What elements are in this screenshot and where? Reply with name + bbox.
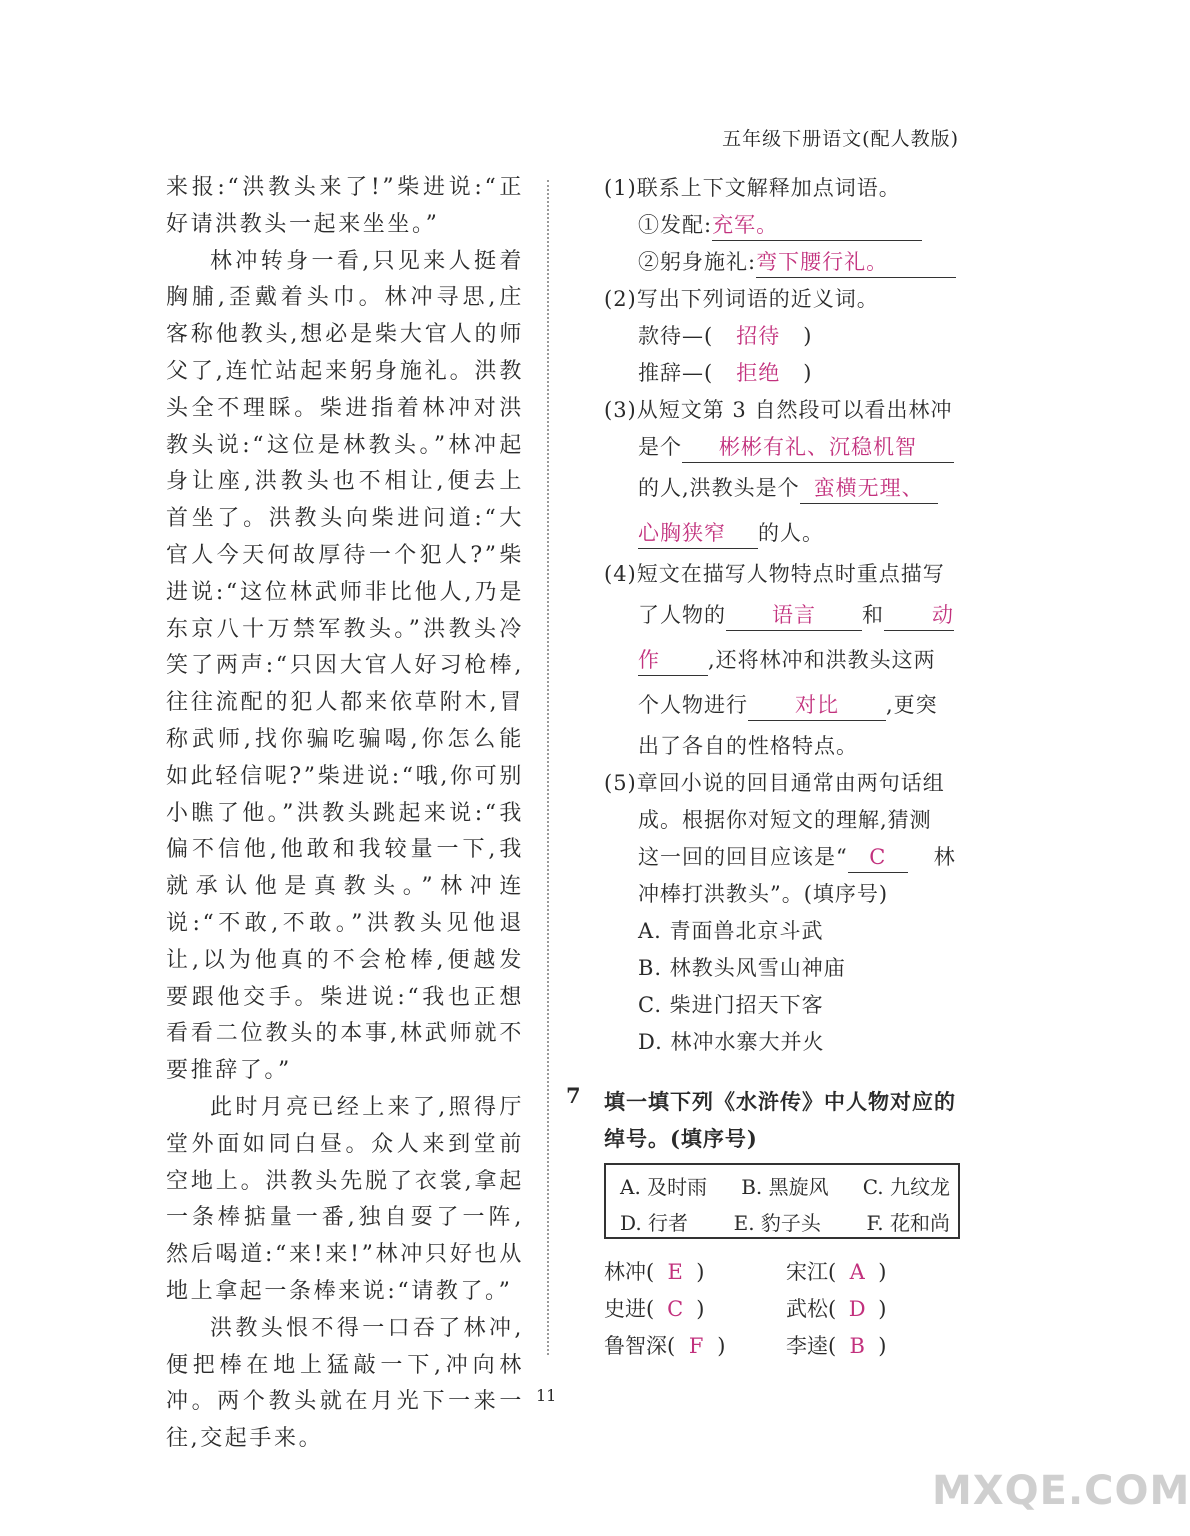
pair-answer: B	[849, 1334, 865, 1358]
pair-answer: E	[667, 1260, 683, 1284]
q7-line1: 填一填下列《水浒传》中人物对应的	[604, 1089, 956, 1114]
q5-option-c: C. 柴进门招天下客	[638, 993, 824, 1017]
q7-box-b: B. 黑旋风	[741, 1175, 829, 1199]
pair-close: )	[878, 1297, 887, 1321]
q4-answer2b: 作	[638, 645, 708, 676]
pair-close: )	[878, 1334, 887, 1358]
q2-a	[604, 318, 964, 355]
q1-b-answer: 弯下腰行礼。	[756, 247, 956, 278]
q7-pair	[786, 1256, 886, 1286]
q5-line2: 成。根据你对短文的理解,猜测	[638, 808, 932, 832]
q2-b-answer: 拒绝	[736, 361, 781, 385]
pair-close: )	[696, 1297, 705, 1321]
page-number: 11	[536, 1386, 557, 1405]
q5-option-a: A. 青面兽北京斗武	[638, 919, 824, 943]
q5-option-d: D. 林冲水寨大并火	[638, 1030, 825, 1054]
q3-line3	[604, 466, 964, 511]
pair-name: 李逵(	[786, 1334, 837, 1358]
q3-line4	[604, 511, 964, 556]
pair-name: 鲁智深(	[604, 1334, 676, 1358]
passage	[166, 170, 524, 1458]
pair-close: )	[878, 1260, 887, 1284]
q7-pair	[604, 1330, 725, 1360]
q5-line3	[604, 839, 964, 876]
q7-prompt	[604, 1083, 964, 1157]
q4-line4-pre: 个人物进行	[638, 693, 748, 717]
pair-answer: C	[667, 1297, 684, 1321]
q7-pair	[604, 1293, 704, 1323]
q3-answer2b: 心胸狭窄	[638, 518, 758, 549]
passage-paragraph-2: 林冲转身一看,只见来人挺着胸脯,歪戴着头巾。林冲寻思,庄客称他教头,想必是柴大官人的师父了,连忙站起来躬身施礼。洪教头全不理睬。柴进指着林冲对洪教头说:“这位是林教头。”林冲起身让座,洪教头也不相让,便去上首坐了。洪教头向柴进问道:“大官人今天何故厚待一个犯人?”柴进说:“这位林武师非比他人,乃是东京八十万禁军教头。”洪教头冷笑了两声:“只因大官人好习枪棒,往往流配的犯人都来依草附木,冒称武师,找你骗吃骗喝,你怎么能如此轻信呢?”柴进说:“哦,你可别小瞧了他。”洪教头跳起来说:“我偏不信他,他敢和我较量一下,我就承认他是真教头。”林冲连说:“不敢,不敢。”洪教头见他退让,以为他真的不会枪棒,便越发要跟他交手。柴进说:“我也正想看看二位教头的本事,林武师就不要推辞了。”	[166, 248, 524, 1084]
q5-line3-pre: 这一回的回目应该是“	[638, 845, 848, 869]
q4-answer2a: 动	[884, 600, 954, 631]
q5-line3-post: 林	[933, 845, 956, 869]
watermark: MXQE.COM	[932, 1468, 1190, 1514]
q7-box-f: F. 花和尚	[866, 1211, 950, 1235]
q2-a-close: )	[803, 324, 813, 348]
q3-line4-post: 的人。	[758, 521, 824, 545]
q7-pair	[786, 1330, 886, 1360]
q1-b-label: ②躬身施礼:	[638, 250, 757, 274]
q7-options-box	[604, 1163, 960, 1239]
pair-close: )	[696, 1260, 705, 1284]
q7-pair	[604, 1256, 704, 1286]
q1-b	[604, 244, 964, 281]
passage-paragraph-1: 来报:“洪教头来了!”柴进说:“正好请洪教头一起来坐坐。”	[166, 175, 524, 237]
q2-a-label: 款待—(	[638, 324, 714, 348]
q5-line1: (5)章回小说的回目通常由两句话组	[604, 771, 945, 795]
q7-number: 7	[566, 1083, 581, 1108]
q4-line5: 出了各自的性格特点。	[638, 734, 858, 758]
q4-answer3: 对比	[748, 690, 886, 721]
q4-and: 和	[862, 603, 884, 627]
q1-prompt: (1)联系上下文解释加点词语。	[604, 176, 901, 200]
q7-box-row-1	[620, 1171, 950, 1200]
q4-line2	[604, 593, 964, 638]
q4-line1: (4)短文在描写人物特点时重点描写	[604, 562, 945, 586]
q4-line3	[604, 638, 964, 683]
q3-line3-pre: 的人,洪教头是个	[638, 476, 800, 500]
q2-b-label: 推辞—(	[638, 361, 714, 385]
q2-a-answer: 招待	[736, 324, 781, 348]
pair-answer: A	[849, 1260, 865, 1284]
q7-pair	[786, 1293, 886, 1323]
pair-name: 史进(	[604, 1297, 655, 1321]
pair-name: 武松(	[786, 1297, 837, 1321]
q3-line1: (3)从短文第 3 自然段可以看出林冲	[604, 398, 953, 422]
q7-box-c: C. 九纹龙	[862, 1175, 950, 1199]
q4-line4	[604, 683, 964, 728]
q4-line4-post: ,更突	[886, 693, 938, 717]
passage-paragraph-3: 此时月亮已经上来了,照得厅堂外面如同白昼。众人来到堂前空地上。洪教头先脱了衣裳,拿起一条棒掂量一番,独自耍了一阵,然后喝道:“来!来!”林冲只好也从地上拿起一条棒来说:“请教了。”	[166, 1094, 524, 1304]
q3-answer2a: 蛮横无理、	[800, 473, 938, 504]
pair-close: )	[717, 1334, 726, 1358]
q4-line3-post: ,还将林冲和洪教头这两	[708, 648, 936, 672]
q7-box-row-2	[620, 1207, 950, 1236]
q1-a	[604, 207, 964, 244]
pair-answer: F	[688, 1334, 704, 1358]
q3-line2-pre: 是个	[638, 435, 682, 459]
pair-name: 宋江(	[786, 1260, 837, 1284]
q2-b-close: )	[803, 361, 813, 385]
q1-a-answer: 充军。	[712, 210, 922, 241]
pair-answer: D	[848, 1297, 866, 1321]
q2-prompt: (2)写出下列词语的近义词。	[604, 287, 879, 311]
page-header: 五年级下册语文(配人教版)	[722, 128, 959, 150]
q3-line2	[604, 429, 964, 466]
q7-box-a: A. 及时雨	[620, 1175, 708, 1199]
column-divider	[547, 180, 549, 1355]
q7-box-e: E. 豹子头	[733, 1211, 821, 1235]
passage-paragraph-4: 洪教头恨不得一口吞了林冲,便把棒在地上猛敲一下,冲向林冲。两个教头就在月光下一来一往,交起手来。	[166, 1315, 524, 1452]
q7-line2: 绰号。(填序号)	[604, 1126, 758, 1151]
questions	[604, 170, 964, 1061]
q4-line2-pre: 了人物的	[638, 603, 726, 627]
q5-line4: 冲棒打洪教头”。(填序号)	[638, 882, 889, 906]
q4-answer1: 语言	[726, 600, 862, 631]
q5-answer: C	[848, 842, 908, 873]
pair-name: 林冲(	[604, 1260, 655, 1284]
q1-a-label: ①发配:	[638, 213, 713, 237]
q5-option-b: B. 林教头风雪山神庙	[638, 956, 846, 980]
q3-answer1: 彬彬有礼、沉稳机智	[682, 432, 954, 463]
q2-b	[604, 355, 964, 392]
q7-box-d: D. 行者	[620, 1211, 689, 1235]
